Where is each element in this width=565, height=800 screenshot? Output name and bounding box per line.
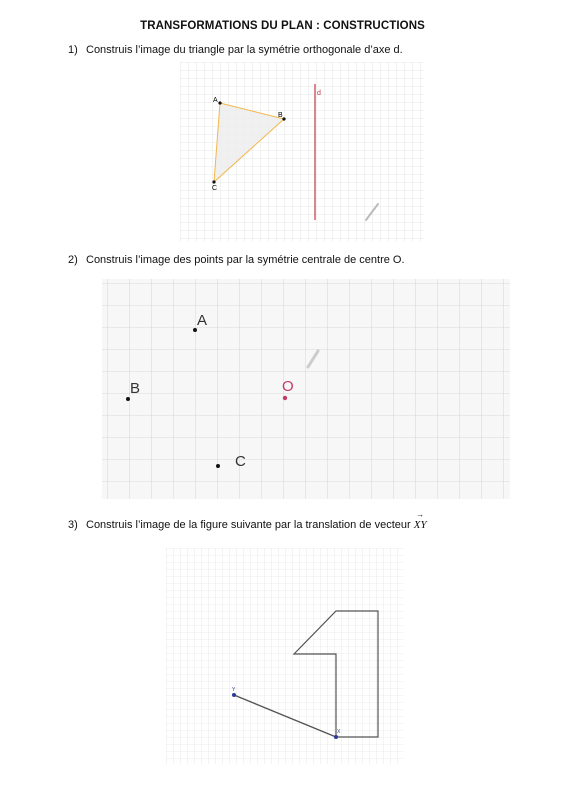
question-number: 1)	[68, 44, 78, 56]
point-y	[232, 693, 236, 697]
page-title: TRANSFORMATIONS DU PLAN : CONSTRUCTIONS	[140, 20, 425, 32]
label-y: Y	[232, 687, 236, 693]
question-number: 2)	[68, 254, 78, 266]
question-2	[68, 254, 405, 266]
point-a	[218, 101, 221, 104]
point-c	[216, 464, 220, 468]
question-text: Construis l’image des points par la symétrie centrale de centre O.	[86, 254, 405, 266]
figure-2-grid	[102, 279, 510, 499]
label-c: C	[235, 453, 246, 470]
question-1	[68, 44, 403, 56]
label-a: A	[213, 97, 218, 104]
label-x: X	[337, 729, 341, 735]
label-b: B	[130, 380, 141, 397]
vector-xy: → XY	[414, 519, 427, 531]
point-c	[212, 180, 215, 183]
figure-1-grid	[180, 62, 424, 242]
label-o: O	[282, 378, 294, 395]
point-b	[282, 117, 285, 120]
figure-3-grid	[166, 548, 404, 764]
question-text: Construis l’image de la figure suivante par la translation de vecteur	[86, 519, 414, 531]
question-3	[68, 519, 427, 531]
label-c: C	[212, 185, 218, 192]
question-number: 3)	[68, 519, 78, 531]
question-text: Construis l’image du triangle par la symétrie orthogonale d’axe d.	[86, 44, 403, 56]
point-b	[126, 397, 130, 401]
point-x	[334, 735, 338, 739]
point-o	[283, 396, 287, 400]
label-b: B	[278, 112, 283, 119]
label-a: A	[197, 312, 208, 329]
label-d: d	[317, 90, 321, 97]
